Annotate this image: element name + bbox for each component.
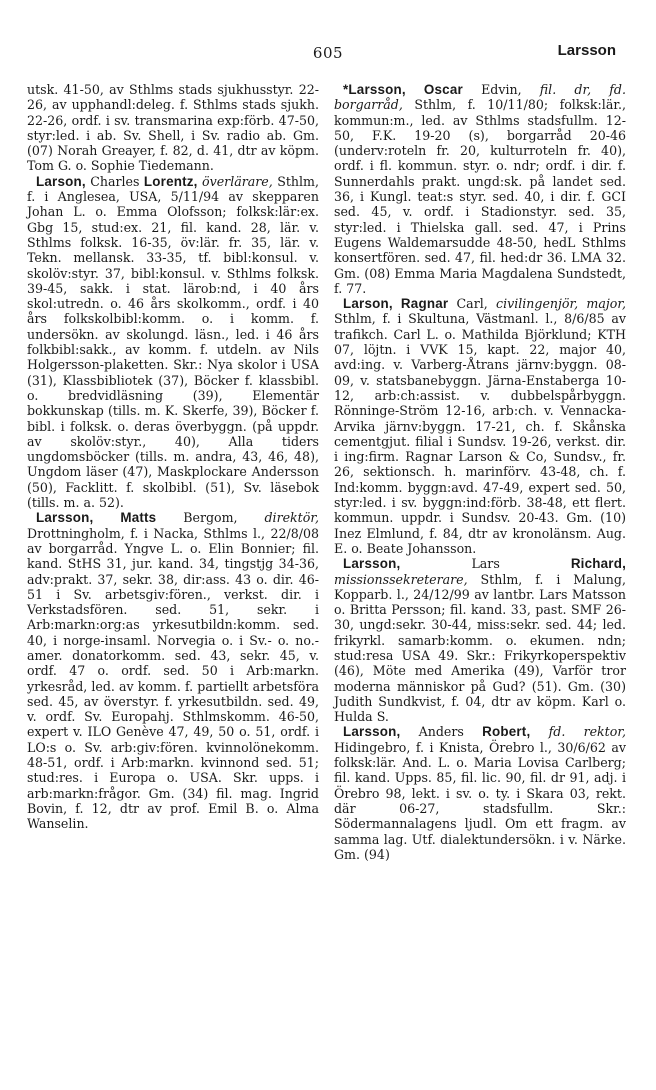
entry-title: fil. dr, fd. borgarråd,: [334, 82, 626, 113]
entry-given: Edvin,: [481, 82, 522, 97]
entry-larson-ragnar: [334, 296, 626, 556]
entry-surname: Larsson,: [36, 510, 94, 526]
entry-larsson-matts: [27, 510, 319, 831]
entry-title: civilingenjör, major,: [496, 296, 626, 312]
entry-given: Bergom,: [183, 510, 238, 526]
entry-text: Sthlm, f. i Anglesea, USA, 5/11/94 av skepparen Johan L. o. Emma Olofsson; folksk:lär:ex. Gbg 15, stud:ex. 21, fil. kand. 28, lär. v. Sthlms folksk. 16-35, öv:lär. fr. 35, lär. v. Tekn. mellansk. 33-35, tf. bibl:konsul. v. skolöv:styr. 37, bibl:konsul. v. Sthlms folksk. 39-45, sakk. i stat. lärob:nd, i 40 års skol:utredn. o. 46 års skolkomm., ordf. i 40 års folkskolbibl:komm. o. i komm. f. undersökn. av skolungd. läsn., led. i 46 års folkbibl:sakk., av komm. f. utdeln. av Nils Holgersson-plaketten. Skr.: Nya skolor i USA (31), Klassbibliotek (37), Böcker f. klassbibl. o. bredvidläsning (39), Elementär bokkunskap (tills. m. K. Skerfe, 39), Böcker f. bibl. i folksk. o. deras överbyggn. (på uppdr. av skolöv:styr., 40), Alla tiders ungdomsböcker (tills. m. andra, 43, 46, 48), Ungdom läser (47), Maskplockare Andersson (50), Facklitt. f. skolbibl. (51), Sv. läsebok (tills. m. a. 52).: [27, 173, 319, 511]
entry-surname: *Larsson, Oscar: [343, 82, 463, 97]
entry-given: Anders: [418, 724, 464, 740]
entry-larsson-oscar: [334, 82, 626, 296]
entry-surname: Larson, Ragnar: [343, 296, 449, 312]
entry-given-bold: Robert,: [482, 724, 531, 740]
page-number: 605: [312, 44, 344, 62]
entry-title: överlärare,: [202, 173, 273, 189]
entry-given: Charles: [90, 173, 140, 189]
entry-continuation: [27, 82, 319, 174]
entry-given-bold: Matts: [120, 510, 157, 526]
entry-surname: Larsson,: [343, 556, 401, 572]
entry-given: Lars: [471, 556, 500, 572]
entry-larson-charles-lorentz: [27, 174, 319, 511]
entry-surname: Larsson,: [343, 724, 401, 740]
entry-given-bold: Richard,: [570, 556, 626, 572]
entry-larsson-richard: [334, 556, 626, 724]
entry-text: Drottningholm, f. i Nacka, Sthlms l., 22/8/08 av borgarråd. Yngve L. o. Elin Bonnier; fil. kand. StHS 31, jur. kand. 34, tingstjg 34-36, adv:prakt. 37, sekr. 38, dir:ass. 43 o. dir. 46-51 i Sv. arbetsgiv:fören., verkst. dir. i Verkstadsfören. sed. 51, sekr. i Arb:markn:org:as yrkesutbildn:komm. sed. 40, i norge-insaml. Norvegia o. i Sv.- o. no.-amer. donatorkomm. sed. 43, sekr. 45, v. ordf. 47 o. ordf. sed. 50 i Arb:markn. yrkesråd, led. av komm. f. partiellt arbetsföra sed. 45, av överstyr. f. yrkesutbildn. sed. 49, v. ordf. Sv. Europahj. Sthlmskomm. 46-50, expert v. ILO Genève 47, 49, 50 o. 51, ordf. i LO:s o. Sv. arb:giv:fören. kvinnolönekomm. 48-51, ordf. i Arb:markn. kvinnond sed. 51; stud:res. i Europa o. USA. Skr. upps. i arb:markn:frågor. Gm. (34) fil. mag. Ingrid Bovin, f. 12, dtr av prof. Emil B. o. Alma Wanselin.: [27, 525, 319, 832]
entry-text: Sthlm, f. i Skultuna, Västmanl. l., 8/6/85 av trafikch. Carl L. o. Mathilda Björklund; KTH 07, löjtn. i VVK 15, kapt. 22, major 40, avd:ing. v. Varberg-Åtrans järnv:byggn. 08-09, v. statsbanebyggn. Järna-Enstaberga 10-12, arb:ch:assist. v. dubbelspårbyggn. Rönninge-Ström 12-16, arb:ch. v. Vennacka-Arvika järnv:byggn. 17-21, ch. f. Skånska cementgjut. filial i Sundsv. 19-26, verkst. dir. i ing:firm. Ragnar Larson & Co, Sundsv., fr. 26, sektionsch. h. marinförv. 43-48, ch. f. Ind:komm. byggn:avd. 47-49, expert sed. 50, styr:led. i sv. byggn:ind:förb. 38-48, ett flert. kommun. uppdr. i Sundsv. 20-43. Gm. (10) Inez Elmlund, f. 84, dtr av kronolänsm. Aug. E. o. Beate Johansson.: [334, 311, 626, 556]
entry-text: Sthlm, f. 10/11/80; folksk:lär., kommun:m., led. av Sthlms stadsfullm. 12-50, F.K. 19-20 (s), borgarråd 20-46 (underv:roteln fr. 20, kulturroteln fr. 40), ordf. i fl. kommun. styr. o. ndr; ordf. i dir. f. Sunnerdahls prakt. ungd:sk. på landet sed. 36, i Kungl. teat:s styr. sed. 40, i dir. f. GCI sed. 45, v. ordf. i Stadionstyr. sed. 35, styr:led. i Thielska gall. sed. 47, i Prins Eugens Waldemarsudde 48-50, hedL Sthlms konsertfören. sed. 47, fil. hed:dr 36. LMA 32. Gm. (08) Emma Maria Magdalena Sundstedt, f. 77.: [334, 97, 626, 296]
entry-title: fd. rektor,: [548, 724, 626, 740]
entry-text: Hidingebro, f. i Knista, Örebro l., 30/6/62 av folksk:lär. And. L. o. Maria Lovisa Carlberg; fil. kand. Upps. 85, fil. lic. 90, fil. dr 91, adj. i Örebro 98, lekt. i sv. o. ty. i Skara 03, rekt. där 06-27, stadsfullm. Skr.: Södermannalagens ljudl. Om ett fragm. av samma lag. Utf. dialektundersökn. i v. Närke. Gm. (94): [334, 739, 626, 862]
entry-text: utsk. 41-50, av Sthlms stads sjukhusstyr. 22-26, av upphandl:deleg. f. Sthlms stads sjukh. 22-26, ordf. i sv. transmarina exp:förb. 47-50, styr:led. i ab. Sv. Shell, i Sv. radio ab. Gm. (07) Norah Greayer, f. 82, d. 41, dtr av köpm. Tom G. o. Sophie Tiedemann.: [27, 82, 319, 174]
right-column: [334, 82, 626, 862]
entry-surname: Larson,: [36, 173, 86, 189]
left-column: [27, 82, 319, 832]
entry-given: Carl,: [456, 296, 488, 312]
running-head: Larsson: [557, 42, 616, 59]
entry-larsson-robert: [334, 724, 626, 862]
entry-title: missionssekreterare,: [334, 571, 468, 587]
entry-given-bold: Lorentz,: [143, 173, 198, 189]
entry-title: direktör,: [264, 510, 319, 526]
entry-text: Sthlm, f. i Malung, Kopparb. l., 24/12/99 av lantbr. Lars Matsson o. Britta Persson; fil. kand. 33, past. SMF 26-30, ungd:sekr. 30-44, miss:sekr. sed. 44; led. frikyrkl. samarb:komm. o. ekumen. ndn; stud:resa USA 49. Skr.: Frikyrkoperspektiv (46), Möte med Amerika (49), Varför tror moderna människor på Gud? (51). Gm. (30) Judith Sundkvist, f. 04, dtr av köpm. Karl o. Hulda S.: [334, 571, 626, 725]
